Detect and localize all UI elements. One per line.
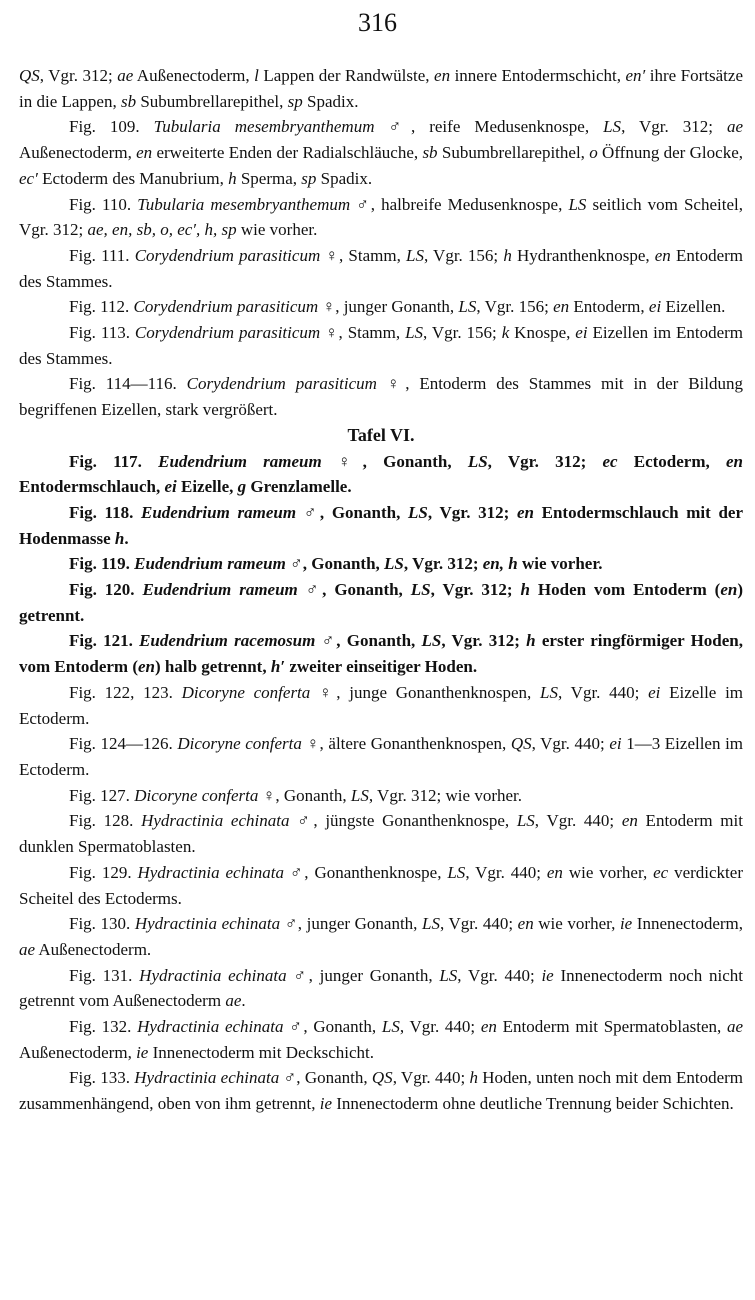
text-run: Ectoderm, [617, 451, 726, 471]
figure-legend-paragraph [19, 294, 743, 320]
text-run: , Vgr. 312; [430, 580, 521, 600]
text-run: Eizelle im Ectoderm. [19, 682, 744, 728]
text-run: Fig. 117. [69, 451, 159, 471]
italic-text: ec [602, 451, 618, 471]
text-run: erweiterte Enden der Radialschläuche, [152, 143, 423, 163]
italic-text: ie [619, 914, 633, 934]
italic-text: en [517, 914, 534, 934]
text-run: , Vgr. 156; [423, 323, 502, 343]
text-run: Entoderm des Stammes. [19, 245, 743, 291]
text-run: Innenectoderm noch nicht getrennt vom Außenectoderm [19, 965, 743, 1011]
text-run: ♀, Gonanth, [321, 451, 468, 471]
text-run: Knospe, [509, 323, 576, 343]
italic-text: Hydractinia echinata [137, 862, 285, 882]
italic-text: Corydendrium parasiticum [186, 374, 377, 394]
page-number: 316 [358, 8, 397, 37]
italic-text: en′ [625, 66, 646, 85]
italic-text: Hydractinia echinata [134, 914, 281, 934]
italic-text: QS [19, 66, 40, 85]
text-run: Tafel VI. [347, 424, 415, 445]
text-run: , Vgr. 440; [392, 1068, 470, 1088]
text-run: ♀, Entoderm des Stammes mit in der Bildung begriffenen Eizellen, stark vergrößert. [19, 374, 743, 420]
text-run: Fig. 118. [69, 502, 142, 522]
italic-text: ae, en, sb, o, ec′, h, sp [87, 220, 237, 240]
text-run: Fig. 131. [69, 965, 140, 985]
figure-legend-paragraph [19, 1014, 743, 1065]
figure-legend-paragraph [19, 783, 743, 809]
figure-legend-paragraph [19, 192, 743, 243]
italic-text: h [114, 528, 125, 548]
italic-text: Eudendrium rameum [134, 554, 286, 574]
italic-text: QS [510, 734, 532, 754]
text-run: ♀, Stamm, [320, 323, 406, 343]
text-run: ♂, Gonanth, [283, 1017, 382, 1037]
text-run: Subumbrellarepithel, [136, 91, 288, 111]
text-run: Sperma, [236, 168, 302, 188]
text-run: ♂, Gonanth, [285, 554, 385, 574]
italic-text: LS [407, 502, 428, 522]
text-run: wie vorher, [562, 862, 654, 882]
text-run: , Vgr. 440; [557, 682, 649, 702]
text-run: zweiter einseitiger Hoden. [285, 657, 478, 677]
figure-legend-paragraph [19, 911, 743, 962]
italic-text: h [228, 168, 237, 188]
italic-text: Hydractinia echinata [141, 811, 290, 831]
text-run: Fig. 114—116. [69, 374, 187, 394]
italic-text: en [480, 1017, 497, 1037]
italic-text: k [501, 323, 510, 343]
italic-text: en [654, 245, 671, 265]
text-run: Hoden vom Entoderm ( [529, 580, 721, 600]
italic-text: en [434, 66, 451, 85]
italic-text: LS [405, 323, 424, 343]
text-run: ) halb getrennt, [154, 657, 271, 677]
italic-text: LS [405, 245, 424, 265]
text-run: ♂, junger Gonanth, [280, 914, 423, 934]
text-run: , Vgr. 156; [476, 297, 554, 317]
text-run: , Vgr. 312; wie vorher. [368, 785, 523, 805]
italic-text: LS [410, 580, 431, 600]
text-run: ♂, reife Medusenknospe, [374, 117, 604, 137]
italic-text: LS [458, 297, 477, 317]
text-run: wie vorher, [533, 914, 620, 934]
italic-text: LS [439, 965, 458, 985]
text-run: , Vgr. 312; [441, 631, 527, 651]
figure-legend-paragraph [19, 63, 743, 114]
italic-text: h [520, 580, 530, 600]
text-run: Entoderm mit Spermatoblasten, [496, 1017, 727, 1037]
text-run: Innenectoderm ohne deutliche Trennung beider Schichten. [332, 1094, 734, 1114]
text-run: Außenectoderm, [19, 143, 137, 163]
text-run: Fig. 109. [69, 117, 154, 137]
italic-text: QS [371, 1068, 393, 1088]
italic-text: en [726, 451, 743, 471]
italic-text: h [526, 631, 536, 651]
text-run: 1—3 Eizellen im Ectoderm. [19, 734, 744, 779]
italic-text: sb [120, 91, 137, 111]
italic-text: en [516, 502, 534, 522]
figure-legend-paragraph [19, 963, 743, 1014]
italic-text: Hydractinia echinata [134, 1068, 280, 1088]
text-run: ♂, Gonanth, [279, 1068, 372, 1088]
text-run: , Vgr. 312; [403, 554, 483, 574]
italic-text: ae [726, 1017, 744, 1037]
italic-text: LS [421, 631, 442, 651]
text-run: Spadix. [302, 91, 359, 111]
text-run: ♂, Gonanth, [297, 580, 411, 600]
text-run: , Vgr. 440; [457, 965, 542, 985]
text-run: Außenectoderm. [35, 939, 152, 959]
text-run: ♀, Gonanth, [258, 785, 351, 805]
text-run: , Vgr. 312; [427, 502, 517, 522]
text-run: Hoden, unten noch mit dem Entoderm zusammenhängend, oben von ihm getrennt, [19, 1068, 743, 1114]
figure-legend-paragraph [19, 114, 743, 191]
italic-text: ei [648, 297, 662, 317]
italic-text: Corydendrium parasiticum [134, 245, 321, 265]
text-run: ♀, junge Gonanthenknospen, [310, 682, 541, 702]
italic-text: en [137, 657, 155, 677]
figure-legend-paragraph [19, 628, 743, 679]
italic-text: Tubularia mesembryanthemum [153, 117, 375, 137]
text-run: Entoderm mit dunklen Spermatoblasten. [19, 811, 743, 857]
text-run: Innenectoderm, [632, 914, 744, 934]
text-run: Lappen der Randwülste, [258, 66, 435, 85]
italic-text: LS [447, 862, 466, 882]
text-run: Eizelle, [176, 477, 238, 497]
italic-text: en [546, 862, 563, 882]
figure-legend-paragraph [19, 680, 743, 731]
figure-legend-paragraph [19, 860, 743, 911]
italic-text: en [553, 297, 570, 317]
italic-text: ei [648, 682, 661, 702]
text-run: Fig. 112. [69, 297, 134, 317]
text-run: ♀, ältere Gonanthenknospen, [301, 734, 511, 754]
italic-text: Eudendrium rameum [158, 451, 322, 471]
text-run: Fig. 133. [69, 1068, 135, 1088]
italic-text: o [589, 143, 598, 163]
figure-legend-paragraph [19, 551, 743, 577]
text-run: ♂, junger Gonanth, [286, 965, 440, 985]
italic-text: ae [225, 991, 242, 1011]
italic-text: ec′ [19, 168, 38, 188]
text-run: Fig. 127. [69, 785, 135, 805]
italic-text: Dicoryne conferta [181, 682, 311, 702]
text-run: erster ringförmiger Hoden, vom Entoderm ( [19, 631, 744, 677]
text-run: Fig. 110. [69, 194, 138, 214]
text-run: , Vgr. 440; [439, 914, 518, 934]
text-run: ♂, jüngste Gonanthenknospe, [289, 811, 517, 831]
section-heading [19, 423, 743, 449]
italic-text: h [503, 245, 512, 265]
italic-text: Eudendrium racemosum [139, 631, 316, 651]
italic-text: en [136, 143, 153, 163]
italic-text: ae [19, 939, 36, 959]
text-run: ♂, Gonanth, [315, 631, 422, 651]
italic-text: ie [136, 1042, 149, 1062]
text-run: Innenectoderm mit Deckschicht. [148, 1042, 374, 1062]
figure-legend-paragraph [19, 808, 743, 859]
italic-text: h′ [270, 657, 286, 677]
italic-text: Dicoryne conferta [134, 785, 259, 805]
text-run: Fig. 132. [69, 1017, 138, 1037]
italic-text: LS [350, 785, 369, 805]
italic-text: ei [164, 477, 177, 497]
italic-text: sp [287, 91, 303, 111]
italic-text: LS [384, 554, 404, 574]
text-run: , Vgr. 440; [465, 862, 547, 882]
text-run: . [124, 528, 129, 548]
figure-legend-paragraph [19, 500, 743, 551]
italic-text: en, h [482, 554, 518, 574]
italic-text: Tubularia mesembryanthemum [137, 194, 351, 214]
italic-text: h [469, 1068, 478, 1088]
italic-text: en [621, 811, 638, 831]
text-run: ♂, Gonanthenknospe, [284, 862, 448, 882]
italic-text: LS [603, 117, 622, 137]
text-run: Außenectoderm, [19, 1042, 137, 1062]
text-run: innere Entodermschicht, [450, 66, 626, 85]
text-run: Ectoderm des Manubrium, [37, 168, 229, 188]
italic-text: sb [422, 143, 438, 163]
italic-text: en [720, 580, 738, 600]
figure-legend-paragraph [19, 320, 743, 371]
text-run: Fig. 113. [69, 323, 135, 343]
italic-text: l [254, 66, 259, 85]
text-run: ♂, Gonanth, [296, 502, 408, 522]
text-run: Entodermschlauch, [19, 477, 165, 497]
italic-text: Eudendrium rameum [141, 502, 297, 522]
italic-text: LS [381, 1017, 400, 1037]
text-run: wie vorher. [236, 220, 318, 240]
italic-text: Corydendrium parasiticum [133, 297, 319, 317]
figure-legend-paragraph [19, 243, 743, 294]
text-run: ♂, halbreife Medusenknospe, [350, 194, 569, 214]
text-run: , Vgr. 440; [399, 1017, 481, 1037]
text-run: Entodermschlauch mit der Hodenmasse [19, 502, 744, 548]
text-run: wie vorher. [517, 554, 603, 574]
italic-text: Dicoryne conferta [177, 734, 302, 754]
text-run: Entoderm, [569, 297, 649, 317]
text-run: ihre Fortsätze in die Lappen, [19, 66, 743, 111]
text-run: seitlich vom Scheitel, Vgr. 312; [19, 194, 743, 240]
text-run: Eizellen im Entoderm des Stammes. [19, 323, 744, 368]
italic-text: LS [516, 811, 535, 831]
text-run: Fig. 124—126. [69, 734, 178, 754]
figure-legend-paragraph [19, 1065, 743, 1116]
text-run: . [241, 991, 246, 1011]
italic-text: ei [575, 323, 588, 343]
italic-text: ae [726, 117, 744, 137]
text-run: Hydranthenknospe, [511, 245, 655, 265]
text-run: Fig. 128. [69, 811, 142, 831]
italic-text: Corydendrium parasiticum [134, 323, 321, 343]
text-run: Fig. 130. [69, 914, 135, 934]
italic-text: LS [467, 451, 488, 471]
text-run: verdickter Scheitel des Ectoderms. [19, 862, 743, 908]
italic-text: Hydractinia echinata [137, 1017, 284, 1037]
text-run: Öffnung der Glocke, [597, 143, 743, 163]
figure-legend-text [19, 63, 743, 1117]
text-run: ) getrennt. [19, 580, 744, 625]
text-run: Fig. 121. [69, 631, 140, 651]
text-run: Außenectoderm, [133, 66, 255, 85]
text-run: Spadix. [316, 168, 373, 188]
text-run: Fig. 120. [69, 580, 143, 600]
text-run: Subumbrellarepithel, [437, 143, 590, 163]
italic-text: sp [301, 168, 317, 188]
italic-text: g [237, 477, 247, 497]
italic-text: ae [117, 66, 134, 85]
figure-legend-paragraph [19, 577, 743, 628]
text-run: ♀, Stamm, [320, 245, 406, 265]
figure-legend-paragraph [19, 731, 743, 782]
italic-text: LS [568, 194, 587, 214]
text-run: Fig. 122, 123. [69, 682, 182, 702]
text-run: ♀, junger Gonanth, [318, 297, 459, 317]
italic-text: Eudendrium rameum [142, 580, 298, 600]
italic-text: LS [422, 914, 440, 934]
italic-text: ec [653, 862, 669, 882]
figure-legend-paragraph [19, 371, 743, 422]
italic-text: ei [609, 734, 622, 754]
text-run: , Vgr. 312; [621, 117, 727, 137]
figure-legend-paragraph [19, 449, 743, 500]
text-run: Fig. 119. [69, 554, 135, 574]
text-run: , Vgr. 156; [423, 245, 504, 265]
text-run: Eizellen. [661, 297, 726, 317]
text-run: Fig. 129. [69, 862, 138, 882]
text-run: , Vgr. 440; [534, 811, 622, 831]
italic-text: ie [319, 1094, 333, 1114]
text-run: , Vgr. 312; [487, 451, 603, 471]
italic-text: LS [540, 682, 558, 702]
italic-text: Hydractinia echinata [139, 965, 287, 985]
text-run: , Vgr. 312; [39, 66, 118, 85]
text-run: , Vgr. 440; [531, 734, 610, 754]
text-run: Grenzlamelle. [246, 477, 352, 497]
italic-text: ie [541, 965, 554, 985]
text-run: Fig. 111. [69, 245, 135, 265]
